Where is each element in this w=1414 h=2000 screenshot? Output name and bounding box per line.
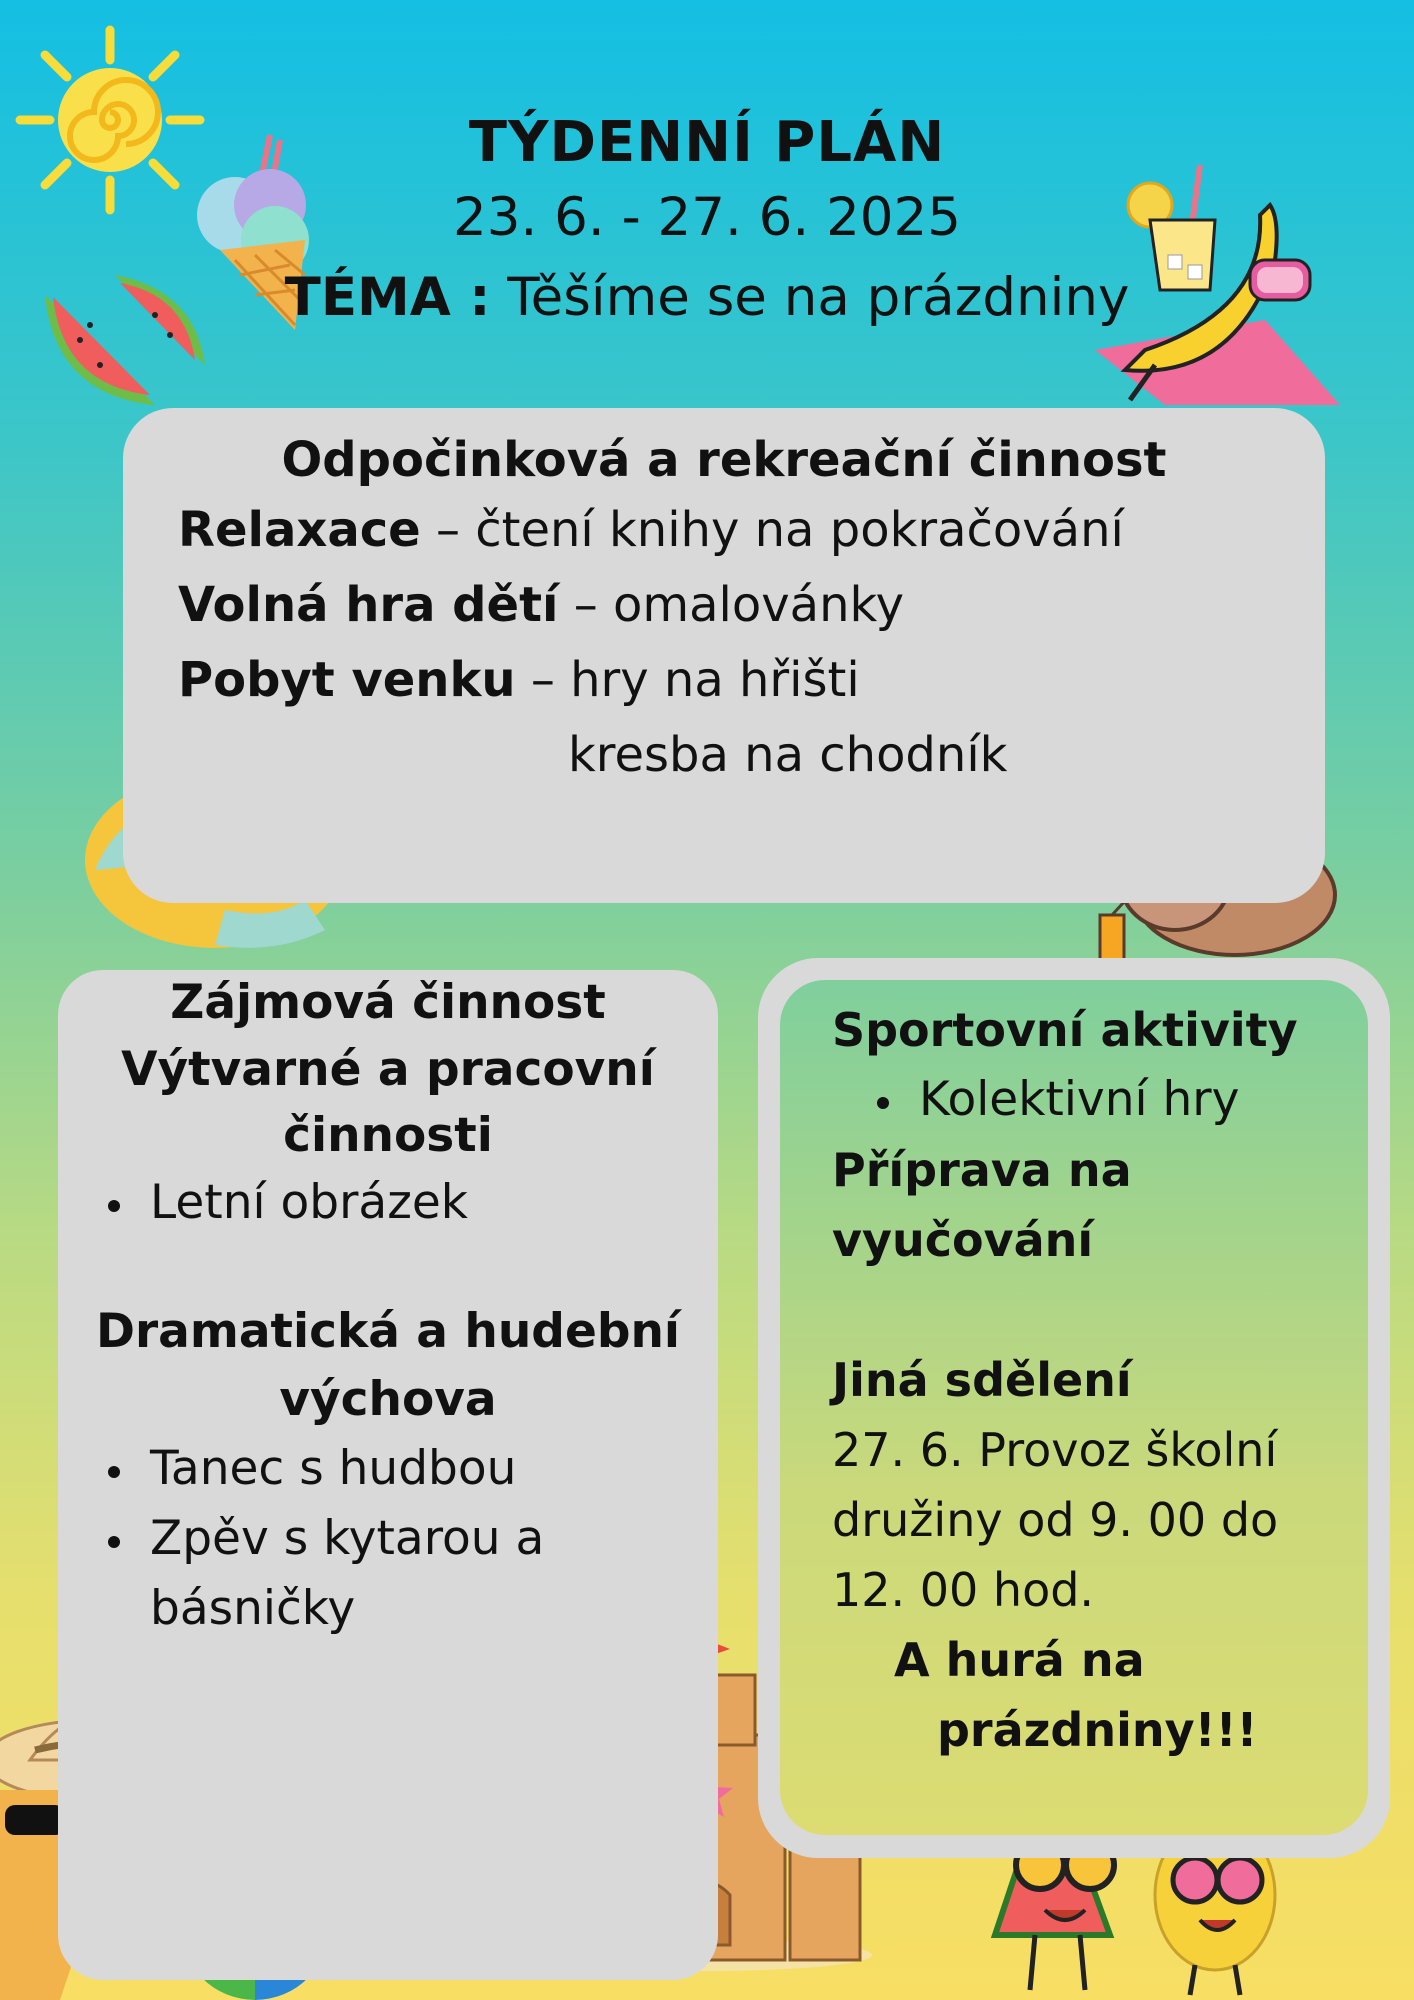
- cheer-line-2: prázdniny!!!: [937, 1703, 1258, 1757]
- rest-row-text: – čtení knihy na pokračování: [420, 502, 1124, 558]
- rest-row: [178, 493, 1124, 568]
- list-item-continuation: básničky: [150, 1581, 356, 1636]
- rest-row-label: Relaxace: [178, 502, 421, 558]
- list-item: Zpěv s kytarou a: [58, 1504, 718, 1574]
- theme-label: TÉMA :: [284, 267, 491, 328]
- rest-row-text: – omalovánky: [558, 577, 904, 633]
- theme-line: [0, 258, 1414, 338]
- cheer-line-1: A hurá na: [894, 1633, 1145, 1687]
- rest-row: [178, 643, 860, 718]
- rest-row-label: Pobyt venku: [178, 652, 516, 708]
- bullet-icon: [108, 1466, 120, 1478]
- rest-title: Odpočinková a rekreační činnost: [281, 432, 1167, 488]
- bullet-icon: [108, 1200, 120, 1212]
- header: [0, 108, 1414, 338]
- other-line: družiny od 9. 00 do: [832, 1493, 1279, 1547]
- drama-title-line-2: výchova: [279, 1372, 497, 1427]
- list-item: Tanec s hudbou: [58, 1434, 718, 1504]
- theme-value: Těšíme se na prázdniny: [507, 267, 1130, 328]
- sport-content: [832, 995, 1372, 1765]
- drama-title-line-1: Dramatická a hudební: [95, 1304, 681, 1359]
- bullet-icon: [877, 1097, 889, 1109]
- other-line: 27. 6. Provoz školní: [832, 1423, 1278, 1477]
- sport-title: Sportovní aktivity: [832, 1003, 1298, 1057]
- page-title: TÝDENNÍ PLÁN: [468, 110, 946, 175]
- rest-row-label: Volná hra dětí: [178, 577, 559, 633]
- bullet-icon: [108, 1536, 120, 1548]
- list-item: Kolektivní hry: [832, 1065, 1372, 1135]
- prep-title-line-1: Příprava na: [832, 1143, 1132, 1197]
- rest-row: [178, 568, 904, 643]
- prep-title-line-2: vyučování: [832, 1213, 1094, 1267]
- other-title: Jiná sdělení: [832, 1353, 1132, 1407]
- art-title-line-2: činnosti: [283, 1108, 493, 1163]
- rest-extra: kresba na chodník: [568, 727, 1008, 783]
- interest-title: Zájmová činnost: [170, 975, 606, 1030]
- art-title-line-1: Výtvarné a pracovní: [121, 1042, 655, 1097]
- interest-content: [58, 970, 718, 1644]
- date-range: 23. 6. - 27. 6. 2025: [453, 187, 961, 248]
- list-item: Letní obrázek: [58, 1168, 718, 1238]
- rest-row-text: – hry na hřišti: [515, 652, 860, 708]
- other-line: 12. 00 hod.: [832, 1563, 1095, 1617]
